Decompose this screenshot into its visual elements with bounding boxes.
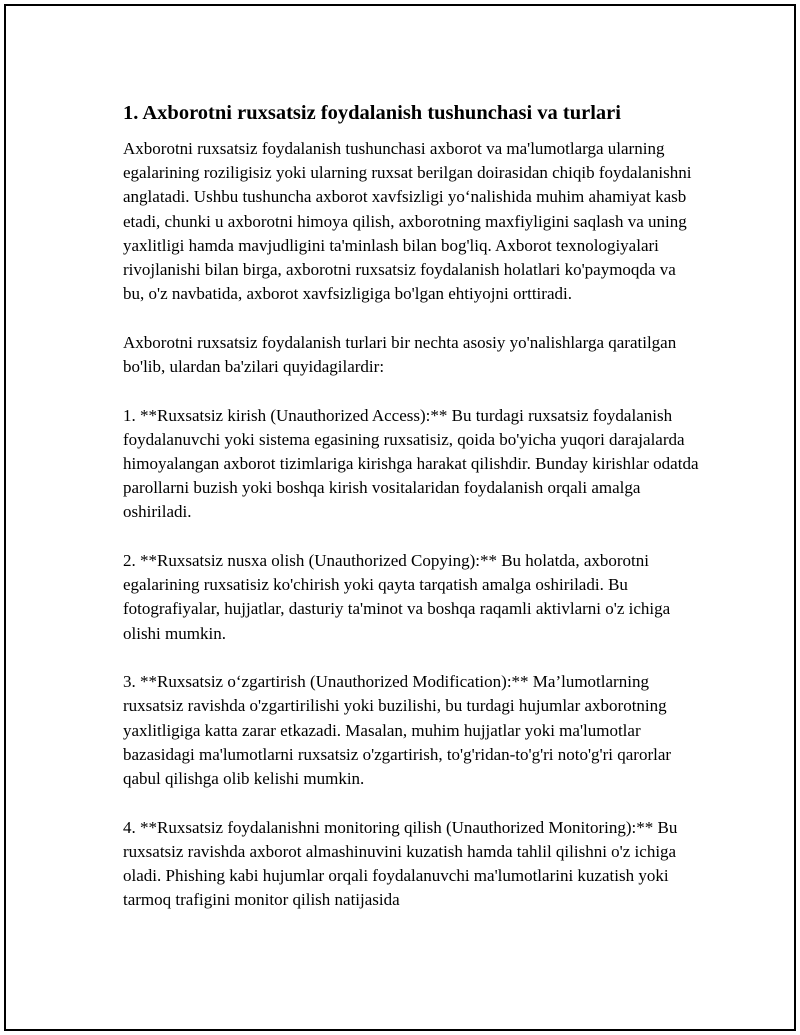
section-heading: 1. Axborotni ruxsatsiz foydalanish tushunchasi va turlari	[123, 102, 621, 124]
paragraph-unauthorized-monitoring: 4. **Ruxsatsiz foydalanishni monitoring qilish (Unauthorized Monitoring):** Bu ruxsatsiz ravishda axborot almashinuvini kuzatish hamda tahlil qilishni o'z ichiga oladi. Phishing kabi hujumlar orqali foydalanuvchi ma'lumotlarini kuzatish yoki tarmoq trafigini monitor qilish natijasida	[123, 817, 678, 910]
document-body	[120, 99, 700, 937]
page-frame	[4, 4, 796, 1031]
paragraph-unauthorized-modification: 3. **Ruxsatsiz o‘zgartirish (Unauthorized Modification):** Ma’lumotlarning ruxsatsiz ravishda o'zgartirilishi yoki buzilishi, bu turdagi hujumlar axborotning yaxlitligiga katta zarar etkazadi. Masalan, muhim hujjatlar yoki ma'lumotlar bazasidagi ma'lumotlarni ruxsatsiz o'zgartirish, to'g'ridan-to'g'ri noto'g'ri qarorlar qabul qilishga olib kelishi mumkin.	[123, 672, 672, 789]
paragraph-intro: Axborotni ruxsatsiz foydalanish tushunchasi axborot va ma'lumotlarga ularning egalarining roziligisiz yoki ularning ruxsat berilgan doirasidan chiqib foydalanishni anglatadi. Ushbu tushuncha axborot xavfsizligi yo‘nalishida muhim ahamiyat kasb etadi, chunki u axborotni himoya qilish, axborotning maxfiyligini saqlash va uning yaxlitligi hamda mavjudligini ta'minlash bilan bog'liq. Axborot texnologiyalari rivojlanishi bilan birga, axborotni ruxsatsiz foydalanish holatlari ko'paymoqda va bu, o'z navbatida, axborot xavfsizligiga bo'lgan ehtiyojni orttiradi.	[123, 139, 692, 304]
paragraph-types-intro: Axborotni ruxsatsiz foydalanish turlari bir nechta asosiy yo'nalishlarga qaratilgan bo'lib, ulardan ba'zilari quyidagilardir:	[123, 332, 677, 377]
paragraph-unauthorized-copying: 2. **Ruxsatsiz nusxa olish (Unauthorized Copying):** Bu holatda, axborotni egalarining ruxsatisiz ko'chirish yoki qayta tarqatish amalga oshiriladi. Bu fotografiyalar, hujjatlar, dasturiy ta'minot va boshqa raqamli aktivlarni o'z ichiga olishi mumkin.	[123, 551, 671, 643]
paragraph-unauthorized-access: 1. **Ruxsatsiz kirish (Unauthorized Access):** Bu turdagi ruxsatsiz foydalanish foydalanuvchi yoki sistema egasining ruxsatisiz, qoida bo'yicha yuqori darajalarda himoyalangan axborot tizimlariga kirishga harakat qilishdir. Bunday kirishlar odatda parollarni buzish yoki boshqa kirish vositalaridan foydalanish orqali amalga oshiriladi.	[123, 405, 699, 522]
